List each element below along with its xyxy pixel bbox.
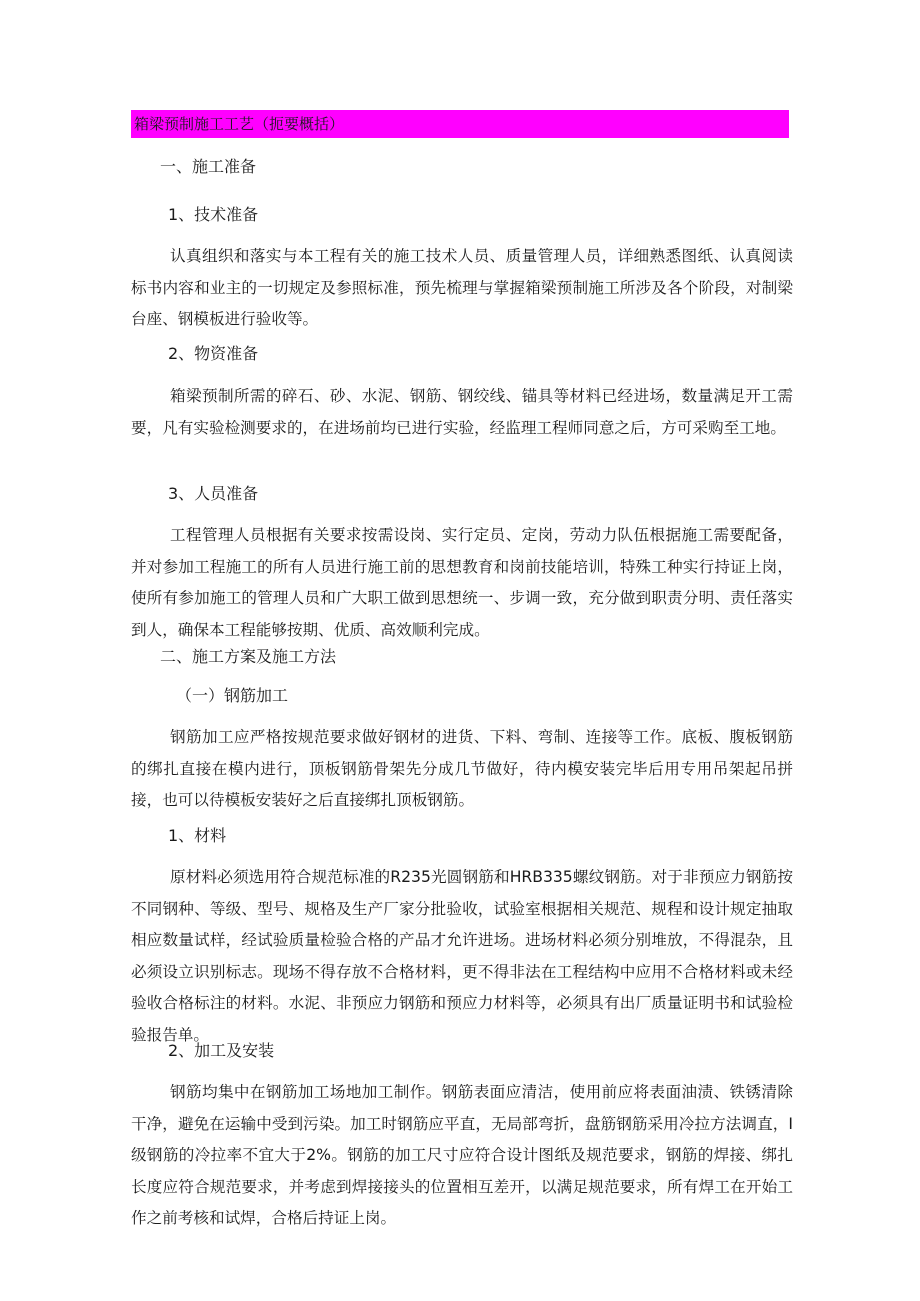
paragraph-material-prep: 箱梁预制所需的碎石、砂、水泥、钢筋、钢绞线、锚具等材料已经进场，数量满足开工需要，凡有实验检测要求的，在进场前均已进行实验，经监理工程师同意之后，方可采购至工地。 <box>131 387 793 437</box>
subsection-heading-technical-prep: 1、技术准备 <box>168 205 259 224</box>
paragraph-technical-prep: 认真组织和落实与本工程有关的施工技术人员、质量管理人员，详细熟悉图纸、认真阅读标书内容和业主的一切规定及参照标准，预先梳理与掌握箱梁预制施工所涉及各个阶段，对制梁台座、钢模板进行验收等。 <box>131 247 793 328</box>
subsection-heading-personnel-prep: 3、人员准备 <box>168 484 259 503</box>
section-heading-2: 二、施工方案及施工方法 <box>160 647 337 666</box>
paragraph-personnel-prep: 工程管理人员根据有关要求按需设岗、实行定员、定岗，劳动力队伍根据施工需要配备，并对参加工程施工的所有人员进行施工前的思想教育和岗前技能培训，特殊工种实行持证上岗，使所有参加施工的管理人员和广大职工做到思想统一、步调一致，充分做到职责分明、责任落实到人，确保本工程能够按期、优质、高效顺利完成。 <box>131 526 793 639</box>
subsection-heading-material-prep: 2、物资准备 <box>168 344 259 363</box>
document-title: 箱梁预制施工工艺（扼要概括） <box>134 115 345 133</box>
paragraph-fabrication-install: 钢筋均集中在钢筋加工场地加工制作。钢筋表面应清洁，使用前应将表面油渍、铁锈清除干净，避免在运输中受到污染。加工时钢筋应平直，无局部弯折，盘筋钢筋采用冷拉方法调直，I级钢筋的冷拉率不宜大于2%。钢筋的加工尺寸应符合设计图纸及规范要求，钢筋的焊接、绑扎长度应符合规范要求，并考虑到焊接接头的位置相互差开，以满足规范要求，所有焊工在开始工作之前考核和试焊，合格后持证上岗。 <box>131 1083 793 1227</box>
subsection-heading-rebar-processing: （一）钢筋加工 <box>176 686 289 705</box>
subsection-heading-fabrication-install: 2、加工及安装 <box>168 1041 275 1060</box>
paragraph-materials: 原材料必须选用符合规范标准的R235光圆钢筋和HRB335螺纹钢筋。对于非预应力钢筋按不同钢种、等级、型号、规格及生产厂家分批验收，试验室根据相关规范、规程和设计规定抽取相应数量试样，经试验质量检验合格的产品才允许进场。进场材料必须分别堆放，不得混杂，且必须设立识别标志。现场不得存放不合格材料，更不得非法在工程结构中应用不合格材料或未经验收合格标注的材料。水泥、非预应力钢筋和预应力材料等，必须具有出厂质量证明书和试验检验报告单。 <box>131 868 793 1044</box>
section-heading-1: 一、施工准备 <box>160 157 257 176</box>
paragraph-rebar-processing: 钢筋加工应严格按规范要求做好钢材的进货、下料、弯制、连接等工作。底板、腹板钢筋的绑扎直接在模内进行，顶板钢筋骨架先分成几节做好，待内模安装完毕后用专用吊架起吊拼接，也可以待模板安装好之后直接绑扎顶板钢筋。 <box>131 728 793 809</box>
subsection-heading-materials: 1、材料 <box>168 826 227 845</box>
document-title-highlight <box>131 110 789 138</box>
